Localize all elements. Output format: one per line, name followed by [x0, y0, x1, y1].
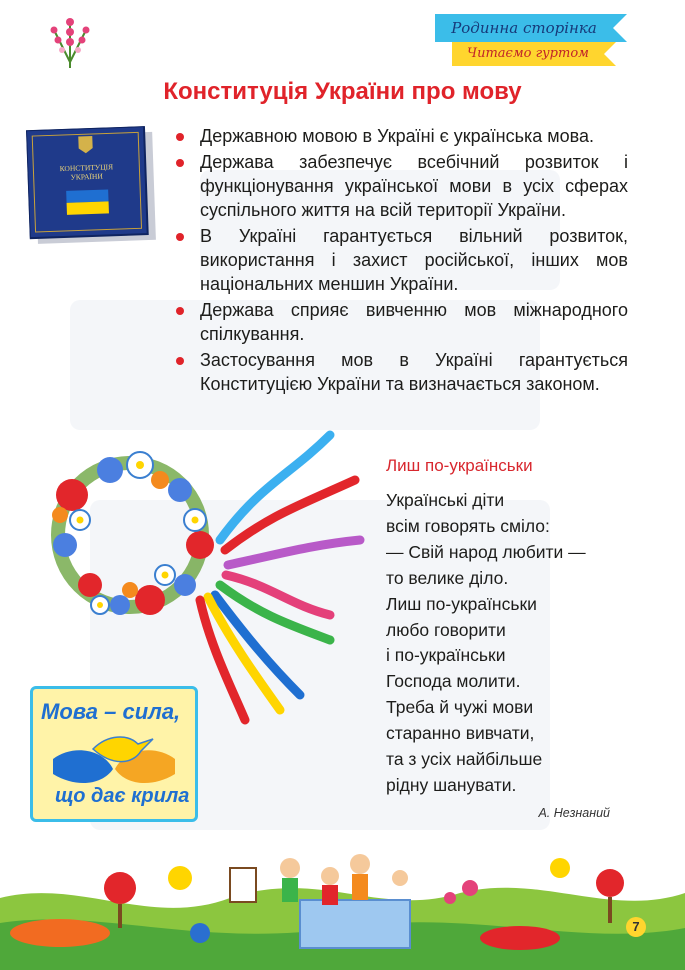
- poem-line: і по-українськи: [386, 645, 506, 666]
- flower-sprig-icon: [40, 12, 100, 70]
- book-title-line2: УКРАЇНИ: [70, 171, 103, 182]
- poem-line: рідну шанувати.: [386, 774, 517, 795]
- poem-line: Треба й чужі мови: [386, 697, 534, 718]
- poem-line: та з усіх найбільше: [386, 749, 543, 770]
- badge-line2: що дає крила: [55, 785, 190, 807]
- bullet-item: Держава сприяє вивченню мов міжнародного спілкування.: [172, 298, 628, 346]
- subsection-tag: Читаємо гуртом: [452, 42, 604, 66]
- page-title: Конституція України про мову: [163, 78, 522, 105]
- flower-wreath-icon: [30, 425, 370, 725]
- ribbons-icon: [200, 435, 360, 720]
- bullet-item: Державною мовою в Україні є українська мова.: [172, 124, 628, 148]
- poem-line: Господа молити.: [386, 671, 521, 692]
- poem-line: Лиш по-українськи: [386, 593, 537, 614]
- poem-line: всім говорять сміло:: [386, 515, 550, 536]
- bullet-item: В Україні гарантується вільний розвиток, використання і захист російської, інших мов національних меншин України.: [172, 224, 628, 296]
- poem-line: старанно вивчати,: [386, 723, 535, 744]
- poem-line: любо говорити: [386, 619, 506, 640]
- constitution-bullets: [172, 124, 628, 398]
- bullet-item: Застосування мов в Україні гарантується Конституцією України та визначається законом.: [172, 348, 628, 396]
- book-title-line1: КОНСТИТУЦІЯ: [59, 162, 114, 174]
- poem-line: Українські діти: [386, 490, 505, 510]
- language-motto-badge: [30, 686, 198, 822]
- section-tag: Родинна сторінка: [435, 14, 613, 42]
- flag-blue-stripe: [66, 189, 108, 202]
- poem-line: — Свій народ любити —: [386, 541, 586, 562]
- page-number: 7: [626, 917, 646, 937]
- poem-line: то велике діло.: [386, 567, 509, 588]
- kids-picnic-scene-icon: [0, 838, 685, 970]
- poem-author: А. Незнаний: [538, 806, 610, 820]
- flag-yellow-stripe: [67, 201, 109, 214]
- poem-title: Лиш по-українськи: [386, 456, 533, 475]
- bullet-item: Держава забезпечує всебічний розвиток і функціонування української мови в усіх сферах суспільного життя на всій території України.: [172, 150, 628, 222]
- poem-lines: [386, 488, 586, 799]
- badge-line1: Мова – сила,: [41, 699, 181, 724]
- constitution-book: [26, 126, 158, 246]
